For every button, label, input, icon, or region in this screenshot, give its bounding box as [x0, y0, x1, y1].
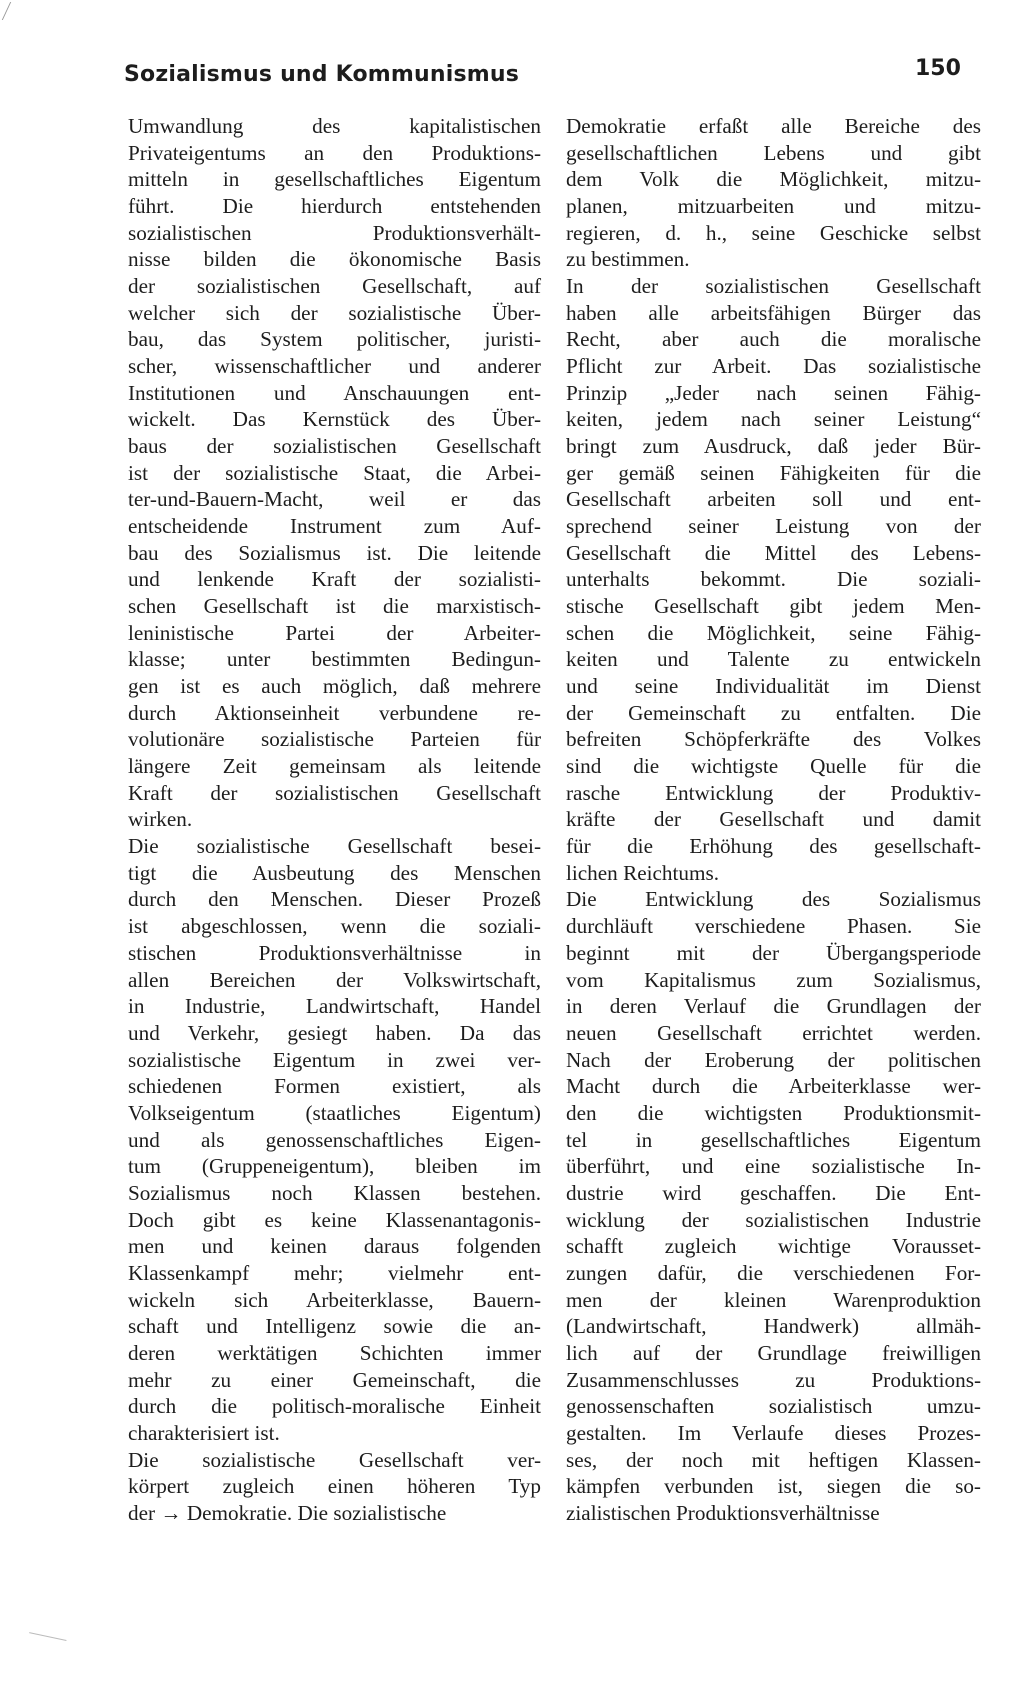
text-line: gestalten. Im Verlaufe dieses Prozes-: [566, 1420, 981, 1445]
text-line: sozialistischen Produktionsverhält-: [128, 220, 541, 245]
text-line: unterhalts bekommt. Die soziali-: [566, 567, 981, 592]
text-line: und als genossenschaftliches Eigen-: [128, 1127, 541, 1152]
text-line: längere Zeit gemeinsam als leitende: [128, 754, 541, 779]
text-line: körpert zugleich einen höheren Typ: [128, 1474, 541, 1499]
text-line: keiten, jedem nach seiner Leistung“: [566, 407, 981, 432]
text-line: wicklung der sozialistischen Industrie: [566, 1207, 981, 1232]
text-line: und Verkehr, gesiegt haben. Da das: [128, 1020, 541, 1045]
text-line: men der kleinen Warenproduktion: [566, 1287, 981, 1312]
text-line: durch Aktionseinheit verbundene re-: [128, 700, 541, 725]
text-line: Die Entwicklung des Sozialismus: [566, 887, 981, 912]
text-line: (Landwirtschaft, Handwerk) allmäh-: [566, 1314, 981, 1339]
text-line: Umwandlung des kapitalistischen: [128, 114, 541, 138]
text-line: sozialistische Eigentum in zwei ver-: [128, 1047, 541, 1072]
text-line: Gesellschaft die Mittel des Lebens-: [566, 540, 981, 565]
text-line: ist der sozialistische Staat, die Arbei-: [128, 460, 541, 485]
text-line: Macht durch die Arbeiterklasse wer-: [566, 1074, 981, 1099]
text-line: stischen Produktionsverhältnisse in: [128, 940, 541, 965]
text-line: schafft zugleich wichtige Vorausset-: [566, 1234, 981, 1259]
text-line: wickeln sich Arbeiterklasse, Bauern-: [128, 1287, 541, 1312]
text-line: dem Volk die Möglichkeit, mitzu-: [566, 167, 981, 192]
text-line: rasche Entwicklung der Produktiv-: [566, 780, 981, 805]
text-line: Die sozialistische Gesellschaft ver-: [128, 1447, 541, 1472]
text-line: lichen Reichtums.: [566, 860, 719, 885]
text-line: gen ist es auch möglich, daß mehrere: [128, 674, 541, 699]
text-line: regieren, d. h., seine Geschicke selbst: [566, 220, 981, 245]
text-line: Doch gibt es keine Klassenantagonis-: [128, 1207, 541, 1232]
text-line: durch den Menschen. Dieser Prozeß: [128, 887, 541, 912]
text-line: deren werktätigen Schichten immer: [128, 1340, 541, 1365]
text-line: keiten und Talente zu entwickeln: [566, 647, 981, 672]
text-line: zialistischen Produktionsverhältnisse: [566, 1500, 880, 1525]
text-line: men und keinen daraus folgenden: [128, 1234, 541, 1259]
text-line: kräfte der Gesellschaft und damit: [566, 807, 981, 832]
text-line: baus der sozialistischen Gesellschaft: [128, 434, 541, 459]
text-line: und seine Individualität im Dienst: [566, 674, 981, 699]
text-line: beginnt mit der Übergangsperiode: [566, 940, 981, 965]
text-line: Klassenkampf mehr; vielmehr ent-: [128, 1260, 541, 1285]
text-line: mitteln in gesellschaftliches Eigentum: [128, 167, 541, 192]
text-line: volutionäre sozialistische Parteien für: [128, 727, 541, 752]
text-line: Institutionen und Anschauungen ent-: [128, 380, 541, 405]
text-line: allen Bereichen der Volkswirtschaft,: [128, 967, 541, 992]
text-line: schiedenen Formen existiert, als: [128, 1074, 541, 1099]
text-line: Demokratie erfaßt alle Bereiche des: [566, 114, 981, 138]
text-line: mehr zu einer Gemeinschaft, die: [128, 1367, 541, 1392]
text-line: stische Gesellschaft gibt jedem Men-: [566, 594, 981, 619]
text-line: schen die Möglichkeit, seine Fähig-: [566, 620, 981, 645]
text-line: sind die wichtigste Quelle für die: [566, 754, 981, 779]
text-line: ter-und-Bauern-Macht, weil er das: [128, 487, 541, 512]
text-line: bau des Sozialismus ist. Die leitende: [128, 540, 541, 565]
right-text-column: [566, 113, 981, 1527]
text-line: befreiten Schöpferkräfte des Volkes: [566, 727, 981, 752]
text-line: schaft und Intelligenz sowie die an-: [128, 1314, 541, 1339]
text-line: haben alle arbeitsfähigen Bürger das: [566, 300, 981, 325]
text-line: Zusammenschlusses zu Produktions-: [566, 1367, 981, 1392]
text-line: der Gemeinschaft zu entfalten. Die: [566, 700, 981, 725]
margin-mark: [2, 2, 25, 20]
text-line: Recht, aber auch die moralische: [566, 327, 981, 352]
text-line: Prinzip „Jeder nach seinen Fähig-: [566, 380, 981, 405]
text-line: überführt, und eine sozialistische In-: [566, 1154, 981, 1179]
text-line: sprechend seiner Leistung von der: [566, 514, 981, 539]
text-line: tum (Gruppeneigentum), bleiben im: [128, 1154, 541, 1179]
text-line: Pflicht zur Arbeit. Das sozialistische: [566, 354, 981, 379]
text-line: charakterisiert ist.: [128, 1420, 280, 1445]
text-line: gesellschaftlichen Lebens und gibt: [566, 140, 981, 165]
text-line: Kraft der sozialistischen Gesellschaft: [128, 780, 541, 805]
text-line: bringt zum Ausdruck, daß jeder Bür-: [566, 434, 981, 459]
text-line: in deren Verlauf die Grundlagen der: [566, 994, 981, 1019]
text-line: der sozialistischen Gesellschaft, auf: [128, 274, 541, 299]
text-line: lich auf der Grundlage freiwilligen: [566, 1340, 981, 1365]
text-line: scher, wissenschaftlicher und anderer: [128, 354, 541, 379]
left-text-column: [128, 113, 541, 1527]
text-line: Die sozialistische Gesellschaft besei-: [128, 834, 541, 859]
text-line: dustrie wird geschaffen. Die Ent-: [566, 1180, 981, 1205]
text-line: entscheidende Instrument zum Auf-: [128, 514, 541, 539]
text-line: Gesellschaft arbeiten soll und ent-: [566, 487, 981, 512]
text-line: In der sozialistischen Gesellschaft: [566, 274, 981, 299]
text-line: durchläuft verschiedene Phasen. Sie: [566, 914, 981, 939]
text-line: genossenschaften sozialistisch umzu-: [566, 1394, 981, 1419]
text-line: Sozialismus noch Klassen bestehen.: [128, 1180, 541, 1205]
text-line: tigt die Ausbeutung des Menschen: [128, 860, 541, 885]
text-line: neuen Gesellschaft errichtet werden.: [566, 1020, 981, 1045]
text-line: Nach der Eroberung der politischen: [566, 1047, 981, 1072]
text-line: durch die politisch-moralische Einheit: [128, 1394, 541, 1419]
text-line: leninistische Partei der Arbeiter-: [128, 620, 541, 645]
text-line: ses, der noch mit heftigen Klassen-: [566, 1447, 981, 1472]
text-line: der → Demokratie. Die sozialistische: [128, 1500, 447, 1525]
text-line: und lenkende Kraft der sozialisti-: [128, 567, 541, 592]
text-line: wirken.: [128, 807, 193, 832]
text-line: für die Erhöhung des gesellschaft-: [566, 834, 981, 859]
text-line: kämpfen verbunden ist, siegen die so-: [566, 1474, 981, 1499]
text-line: ist abgeschlossen, wenn die soziali-: [128, 914, 541, 939]
running-header-title: Sozialismus und Kommunismus: [124, 62, 520, 87]
text-line: ger gemäß seinen Fähigkeiten für die: [566, 460, 981, 485]
text-line: zu bestimmen.: [566, 247, 690, 272]
text-line: planen, mitzuarbeiten und mitzu-: [566, 194, 981, 219]
page-number: 150: [915, 56, 961, 81]
text-line: den die wichtigsten Produktionsmit-: [566, 1100, 981, 1125]
text-line: klasse; unter bestimmten Bedingun-: [128, 647, 541, 672]
text-line: welcher sich der sozialistische Über-: [128, 300, 541, 325]
text-line: Privateigentums an den Produktions-: [128, 140, 541, 165]
text-line: vom Kapitalismus zum Sozialismus,: [566, 967, 981, 992]
text-line: zungen dafür, die verschiedenen For-: [566, 1260, 981, 1285]
text-line: führt. Die hierdurch entstehenden: [128, 194, 541, 219]
text-line: bau, das System politischer, juristi-: [128, 327, 541, 352]
text-line: schen Gesellschaft ist die marxistisch-: [128, 594, 541, 619]
text-line: wickelt. Das Kernstück des Über-: [128, 407, 541, 432]
margin-mark: [27, 1632, 66, 1649]
text-line: tel in gesellschaftliches Eigentum: [566, 1127, 981, 1152]
text-line: nisse bilden die ökonomische Basis: [128, 247, 541, 272]
text-line: in Industrie, Landwirtschaft, Handel: [128, 994, 541, 1019]
text-line: Volkseigentum (staatliches Eigentum): [128, 1100, 541, 1125]
